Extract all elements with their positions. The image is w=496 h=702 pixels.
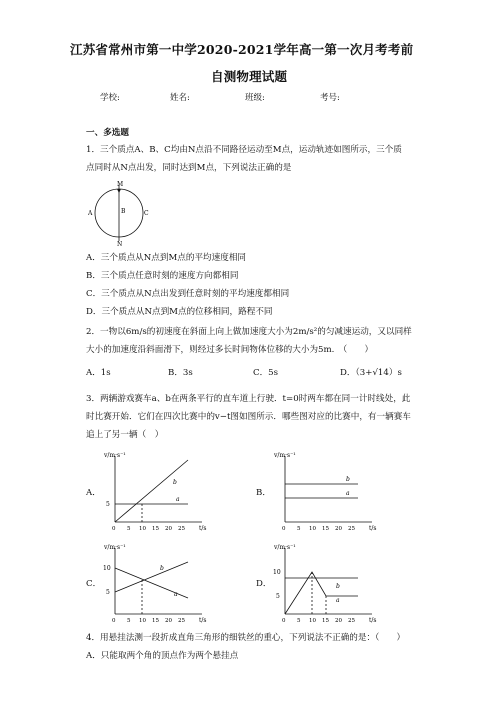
x-tick: 20 xyxy=(335,618,342,624)
id-label: 考号: xyxy=(320,93,340,103)
series-a-label: a xyxy=(174,591,178,598)
series-a-label: a xyxy=(176,496,180,503)
q1-line2: 点同时从N点出发，同时达到M点，下列说法正确的是 xyxy=(86,163,292,173)
q1-option-a: A．三个质点从N点到M点的平均速度相同 xyxy=(86,253,247,263)
q1-option-d: D．三个质点从N点到M点的位移相同，路程不同 xyxy=(86,307,273,317)
graph-b xyxy=(268,448,380,532)
q2-line1: 2．一物以6m/s的初速度在斜面上向上做加速度大小为2m/s²的匀减速运动，又以同样 xyxy=(86,327,412,337)
class-label: 班级: xyxy=(245,93,265,103)
x-tick: 25 xyxy=(178,618,185,624)
y-tick: 5 xyxy=(276,593,280,600)
x-tick: 15 xyxy=(322,526,329,532)
graph-a-label: A． xyxy=(86,488,101,498)
q3-line3: 追上了另一辆（ ） xyxy=(86,430,164,440)
x-tick: 0 xyxy=(112,618,116,624)
q2-option-a: A．1s xyxy=(86,368,111,378)
page-title: 江苏省常州市第一中学2020-2021学年高一第一次月考考前 xyxy=(70,42,414,57)
page-subtitle: 自测物理试题 xyxy=(211,69,288,84)
y-axis-title: v/m·s⁻¹ xyxy=(104,544,126,551)
x-axis-title: t/s xyxy=(199,525,207,532)
x-tick: 5 xyxy=(127,526,131,532)
x-tick: 5 xyxy=(127,618,131,624)
x-tick: 15 xyxy=(322,618,329,624)
series-b-line xyxy=(115,460,188,522)
q2-line2: 大小的加速度沿斜面滑下，则经过多长时间物体位移的大小为5m. （ ） xyxy=(86,345,374,355)
x-tick: 10 xyxy=(309,526,316,532)
y-tick: 5 xyxy=(106,589,110,596)
q1-trajectory-figure xyxy=(88,180,152,248)
graph-d xyxy=(268,540,380,624)
x-tick: 0 xyxy=(112,526,116,532)
q3-line2: 时比赛开始．它们在四次比赛中的v−t图如图所示．哪些图对应的比赛中，有一辆赛车 xyxy=(86,412,411,422)
arrow-mark xyxy=(117,189,121,193)
y-axis-title: v/m·s⁻¹ xyxy=(274,544,296,551)
q4-line1: 4．用悬挂法测一段折成直角三角形的细铁丝的重心，下列说法不正确的是：（ ） xyxy=(86,633,406,643)
graph-c-label: C． xyxy=(86,579,102,589)
series-a-label: a xyxy=(346,490,350,497)
name-label: 姓名: xyxy=(170,93,190,103)
q4-option-a: A．只能取两个角的顶点作为两个悬挂点 xyxy=(86,651,239,661)
x-tick: 5 xyxy=(297,618,301,624)
q1-line1: 1．三个质点A、B、C均由N点沿不同路径运动至M点，运动轨迹如图所示，三个质 xyxy=(86,145,402,155)
x-tick: 15 xyxy=(152,618,159,624)
x-tick: 10 xyxy=(139,526,146,532)
graph-b-label: B． xyxy=(256,488,271,498)
x-tick: 0 xyxy=(282,618,286,624)
section-heading: 一、多选题 xyxy=(86,128,129,138)
x-tick: 25 xyxy=(178,526,185,532)
point-N: N xyxy=(117,241,123,248)
x-tick: 5 xyxy=(297,526,301,532)
x-axis-title: t/s xyxy=(199,617,207,624)
path-A: A xyxy=(88,210,93,217)
path-C: C xyxy=(144,210,149,217)
x-tick: 0 xyxy=(282,526,286,532)
point-M: M xyxy=(117,181,124,188)
series-b-label: b xyxy=(173,479,177,486)
graph-a xyxy=(98,448,210,532)
x-axis-title: t/s xyxy=(369,525,377,532)
series-b-label: b xyxy=(346,476,350,483)
q2-option-c: C．5s xyxy=(253,368,279,378)
q2-option-b: B．3s xyxy=(168,368,193,378)
y-axis-title: v/m·s⁻¹ xyxy=(104,452,126,459)
series-b-label: b xyxy=(160,565,164,572)
path-B: B xyxy=(121,208,126,215)
x-tick: 20 xyxy=(165,526,172,532)
series-b-label: b xyxy=(336,583,340,590)
q3-line1: 3．两辆游戏赛车a、b在两条平行的直车道上行驶．t=0时两车都在同一计时线处，此 xyxy=(86,394,411,404)
graph-d-label: D． xyxy=(256,579,272,589)
x-tick: 10 xyxy=(309,618,316,624)
q2-option-d: D．（3+√14）s xyxy=(340,368,402,378)
y-tick: 5 xyxy=(106,501,110,508)
series-a-label: a xyxy=(336,597,340,604)
y-tick: 10 xyxy=(273,569,281,576)
x-tick: 25 xyxy=(348,618,355,624)
q1-option-b: B．三个质点任意时刻的速度方向都相同 xyxy=(86,271,239,281)
school-label: 学校: xyxy=(100,93,120,103)
x-tick: 20 xyxy=(335,526,342,532)
x-axis-title: t/s xyxy=(369,617,377,624)
x-tick: 10 xyxy=(139,618,146,624)
series-b-line xyxy=(115,562,188,592)
x-tick: 25 xyxy=(348,526,355,532)
y-tick: 10 xyxy=(103,565,111,572)
x-tick: 15 xyxy=(152,526,159,532)
graph-c xyxy=(98,540,210,624)
y-axis-title: v/m·s⁻¹ xyxy=(274,452,296,459)
q1-option-c: C．三个质点从N点出发到任意时刻的平均速度都相同 xyxy=(86,289,290,299)
x-tick: 20 xyxy=(165,618,172,624)
